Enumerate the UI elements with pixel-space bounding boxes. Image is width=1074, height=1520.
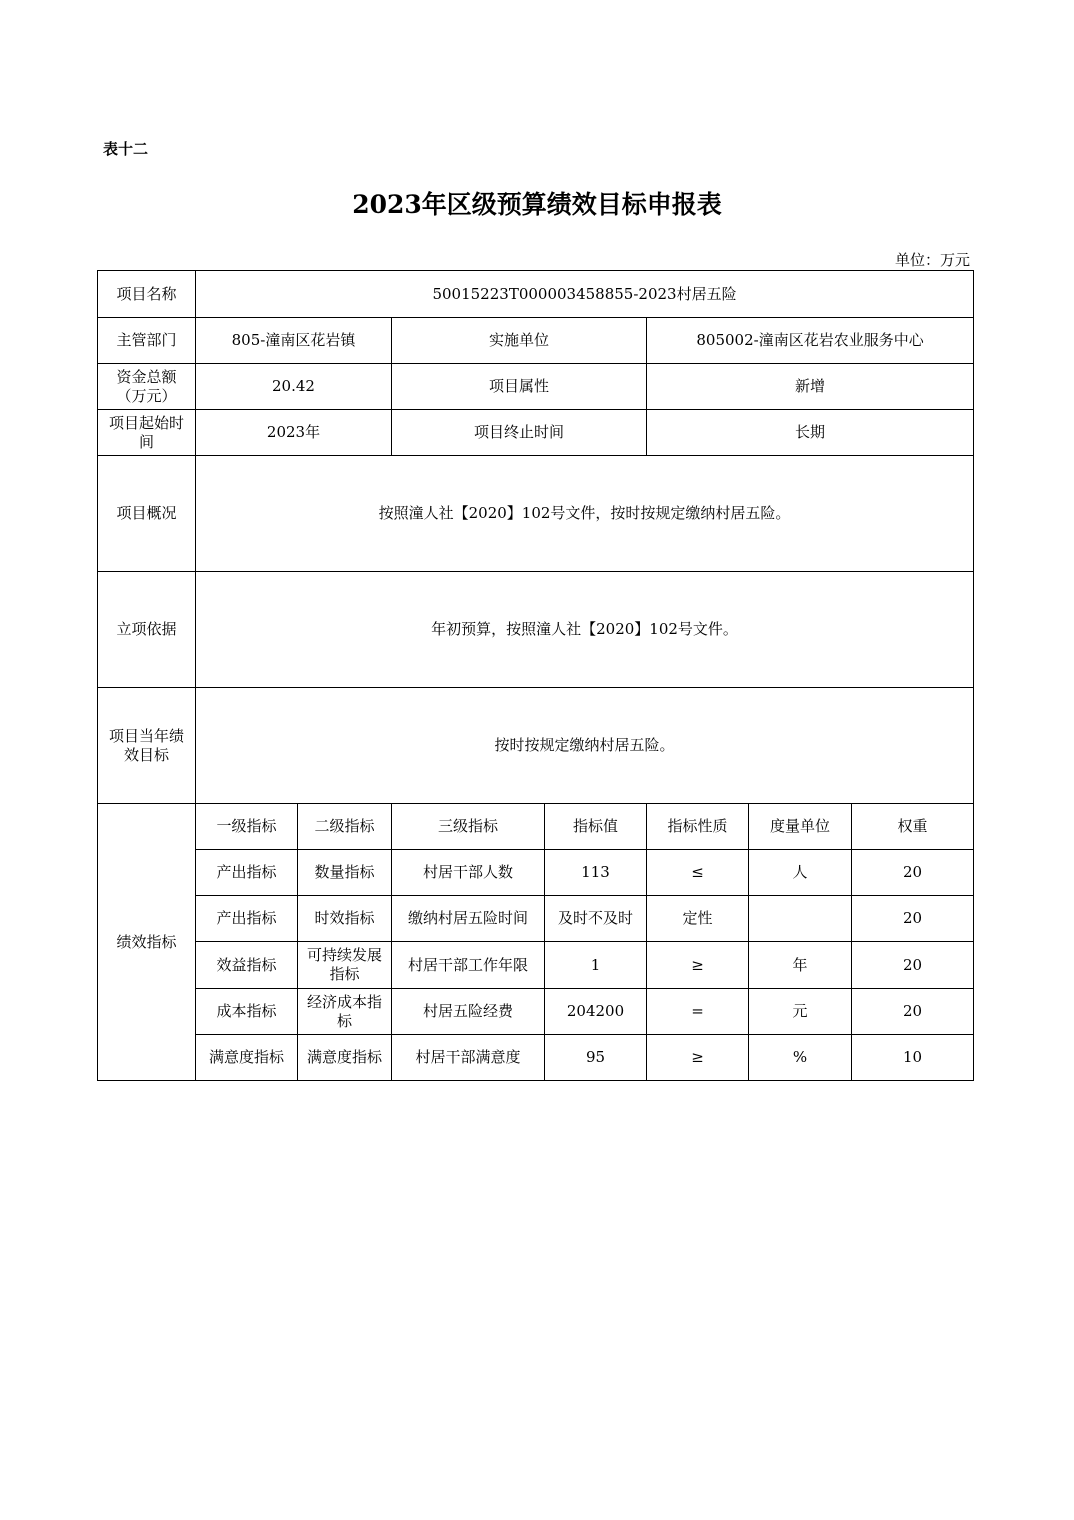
overview-value: 按照潼人社【2020】102号文件，按时按规定缴纳村居五险。 <box>196 456 974 572</box>
project-name-label: 项目名称 <box>98 271 196 318</box>
end-value: 长期 <box>647 410 974 456</box>
indicator-l2 <box>298 942 392 989</box>
indicator-l3: 村居五险经费 <box>392 989 545 1035</box>
start-label-line2: 间 <box>138 432 154 451</box>
table-row <box>98 1035 974 1081</box>
table-number: 表十二 <box>103 140 149 158</box>
unit-label: 单位：万元 <box>894 251 970 269</box>
indicator-value: 1 <box>545 942 647 989</box>
header-l2: 二级指标 <box>298 804 392 850</box>
table-row <box>98 989 974 1035</box>
indicator-l2-line1: 时效指标 <box>314 909 375 927</box>
indicator-l1: 产出指标 <box>196 850 298 896</box>
indicator-weight: 10 <box>852 1035 974 1081</box>
impl-value: 805002-潼南区花岩农业服务中心 <box>647 318 974 364</box>
indicator-unit: 年 <box>749 942 852 989</box>
row-period <box>98 410 974 456</box>
impl-label: 实施单位 <box>392 318 647 364</box>
goal-label-line1: 项目当年绩 <box>108 726 184 745</box>
indicator-weight: 20 <box>852 989 974 1035</box>
indicator-value: 及时不及时 <box>545 896 647 942</box>
indicator-weight: 20 <box>852 896 974 942</box>
row-funds <box>98 364 974 410</box>
indicator-nature: ≤ <box>647 850 749 896</box>
indicator-l2-line1: 数量指标 <box>314 863 375 881</box>
indicator-l3: 村居干部工作年限 <box>392 942 545 989</box>
overview-label: 项目概况 <box>98 456 196 572</box>
header-nature: 指标性质 <box>647 804 749 850</box>
indicator-weight: 20 <box>852 850 974 896</box>
indicator-header-row <box>98 804 974 850</box>
row-goal <box>98 688 974 804</box>
indicator-l2-line2: 标 <box>336 1011 352 1030</box>
funds-label <box>98 364 196 410</box>
funds-label-line1: 资金总额 <box>116 367 177 386</box>
basis-value: 年初预算，按照潼人社【2020】102号文件。 <box>196 572 974 688</box>
start-label-line1: 项目起始时 <box>108 413 184 432</box>
indicator-l3: 村居干部人数 <box>392 850 545 896</box>
funds-label-line2: （万元） <box>116 386 177 405</box>
indicator-nature: ≥ <box>647 1035 749 1081</box>
start-value: 2023年 <box>196 410 392 456</box>
indicator-unit: 人 <box>749 850 852 896</box>
indicator-nature: = <box>647 989 749 1035</box>
indicator-l2 <box>298 850 392 896</box>
indicator-unit: % <box>749 1035 852 1081</box>
header-unit: 度量单位 <box>749 804 852 850</box>
goal-label <box>98 688 196 804</box>
indicator-l2 <box>298 896 392 942</box>
header-weight: 权重 <box>852 804 974 850</box>
row-basis <box>98 572 974 688</box>
indicator-l2-line1: 可持续发展 <box>306 946 382 964</box>
indicators-section-label: 绩效指标 <box>98 804 196 1081</box>
indicator-l1: 产出指标 <box>196 896 298 942</box>
goal-value: 按时按规定缴纳村居五险。 <box>196 688 974 804</box>
indicator-l3: 缴纳村居五险时间 <box>392 896 545 942</box>
indicator-l2-line2: 指标 <box>329 965 360 983</box>
indicator-nature: ≥ <box>647 942 749 989</box>
indicator-l2 <box>298 1035 392 1081</box>
row-overview <box>98 456 974 572</box>
indicator-l1: 效益指标 <box>196 942 298 989</box>
attr-label: 项目属性 <box>392 364 647 410</box>
dept-label: 主管部门 <box>98 318 196 364</box>
table-row <box>98 896 974 942</box>
row-department <box>98 318 974 364</box>
indicator-nature: 定性 <box>647 896 749 942</box>
row-project-name <box>98 271 974 318</box>
indicator-l2-line1: 经济成本指 <box>306 992 382 1011</box>
basis-label: 立项依据 <box>98 572 196 688</box>
attr-value: 新增 <box>647 364 974 410</box>
budget-performance-table <box>97 270 974 1081</box>
indicator-weight: 20 <box>852 942 974 989</box>
header-value: 指标值 <box>545 804 647 850</box>
indicator-value: 113 <box>545 850 647 896</box>
start-label <box>98 410 196 456</box>
header-l1: 一级指标 <box>196 804 298 850</box>
indicator-l1: 满意度指标 <box>196 1035 298 1081</box>
indicator-l2 <box>298 989 392 1035</box>
header-l3: 三级指标 <box>392 804 545 850</box>
project-name-value: 50015223T000003458855-2023村居五险 <box>196 271 974 318</box>
goal-label-line2: 效目标 <box>123 745 169 764</box>
indicator-unit: 元 <box>749 989 852 1035</box>
indicator-l3: 村居干部满意度 <box>392 1035 545 1081</box>
page-title: 2023年区级预算绩效目标申报表 <box>352 190 722 219</box>
indicator-value: 204200 <box>545 989 647 1035</box>
table-row <box>98 850 974 896</box>
indicator-unit <box>749 896 852 942</box>
dept-value: 805-潼南区花岩镇 <box>196 318 392 364</box>
table-row <box>98 942 974 989</box>
end-label: 项目终止时间 <box>392 410 647 456</box>
funds-value: 20.42 <box>196 364 392 410</box>
indicator-value: 95 <box>545 1035 647 1081</box>
indicator-l2-line1: 满意度指标 <box>306 1048 382 1066</box>
indicator-l1: 成本指标 <box>196 989 298 1035</box>
